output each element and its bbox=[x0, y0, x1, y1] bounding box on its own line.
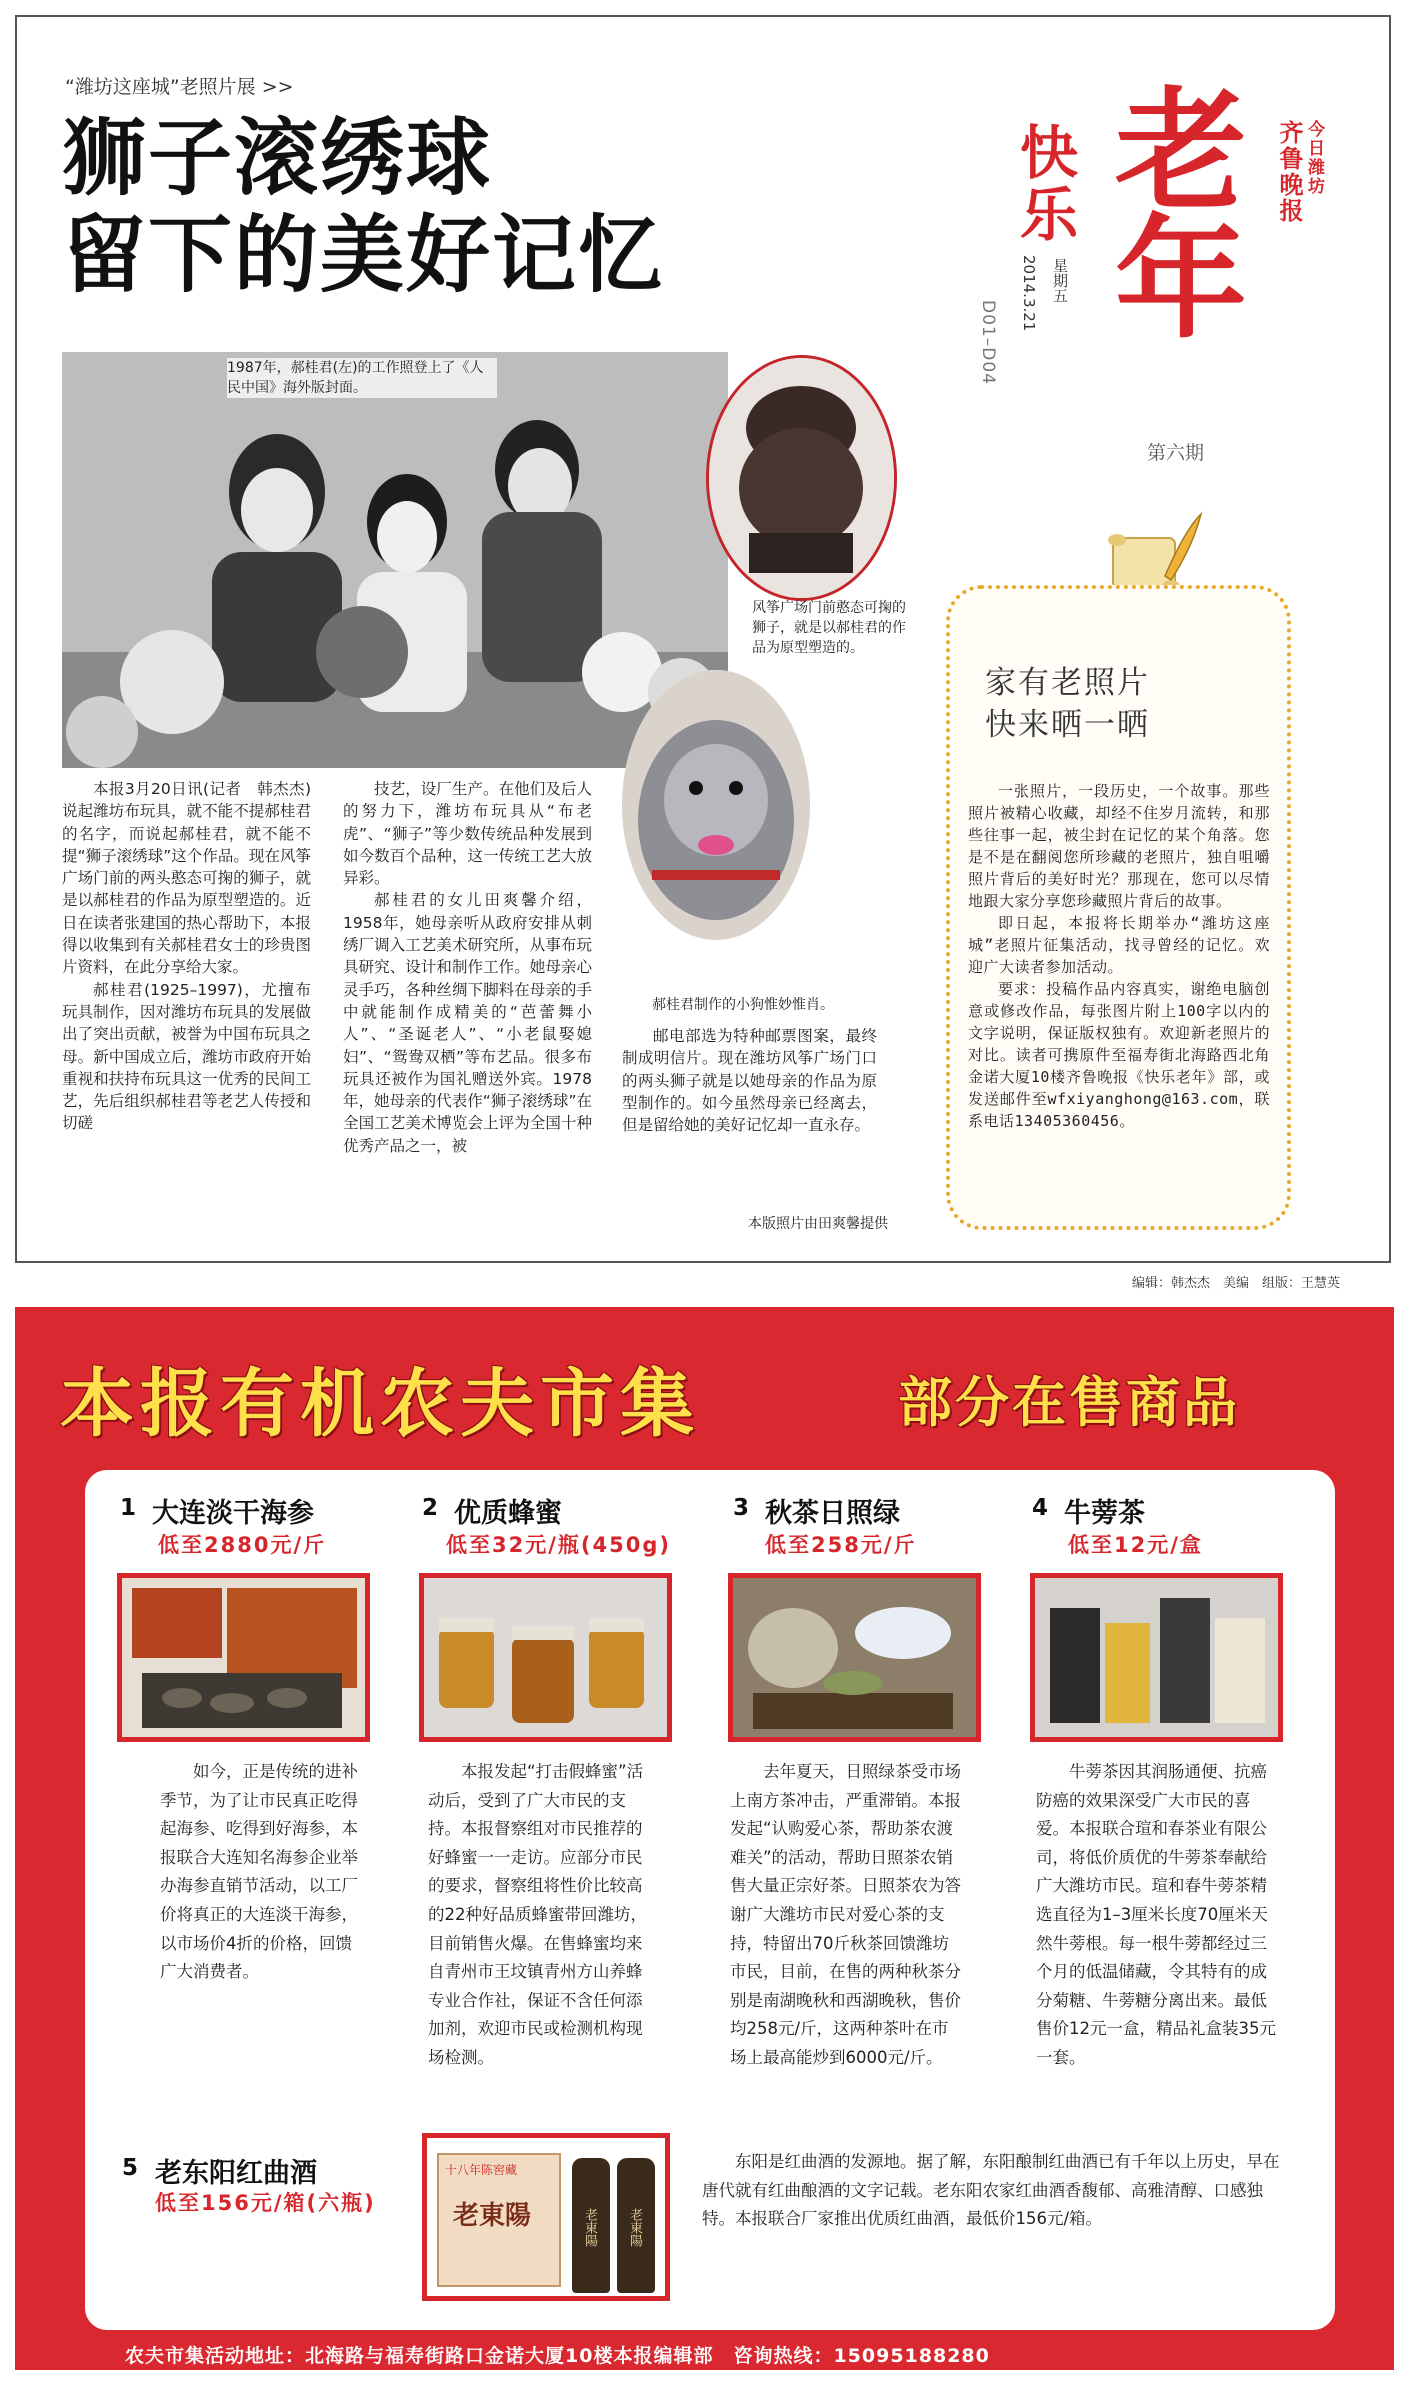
notice-paragraph: 要求：投稿作品内容真实，谢绝电脑创意或修改作品，每张图片附上100字以内的文字说明，保证版权独有。欢迎新老照片的对比。读者可携原件至福寿街北海路西北角金诺大厦10楼齐鲁晚报《快乐老年》部，或发送邮件至wfxiyanghong@163.com，联系电话13405360456。 bbox=[968, 980, 1270, 1130]
dog-toy-figure bbox=[622, 670, 810, 940]
honey-jars-figure bbox=[424, 1578, 667, 1737]
masthead-char: 年 bbox=[1115, 202, 1247, 357]
product-description bbox=[160, 1758, 360, 1987]
market-title: 本报有机农夫市集 bbox=[60, 1361, 700, 1447]
product-description bbox=[702, 2148, 1287, 2234]
product-description bbox=[1036, 1758, 1281, 2073]
wine-bottle-label: 老東陽 bbox=[627, 2208, 642, 2247]
product-description-text: 牛蒡茶因其润肠通便、抗癌防癌的效果深受广大市民的喜爱。本报联合瑄和春茶业有限公司，将低价质优的牛蒡茶奉献给广大潍坊市民。瑄和春牛蒡茶精选直径为1–3厘米长度70厘米天然牛蒡根。每一根牛蒡都经过三个月的低温储藏，令其特有的成分菊糖、牛蒡糖分离出来。最低售价12元一盒，精品礼盒装35元一套。 bbox=[1036, 1762, 1276, 2067]
masthead-char: 老 bbox=[1115, 74, 1247, 229]
article-paragraph: 邮电部选为特种邮票图案，最终制成明信片。现在潍坊风筝广场门口的两头狮子就是以她母亲的作品为原型制作的。如今虽然母亲已经离去，但是留给她的美好记忆却一直永存。 bbox=[622, 1027, 877, 1135]
article-paragraph: 本报3月20日讯(记者 韩杰杰)说起潍坊布玩具，就不能不提郝桂君的名字，而说起郝桂君，就不能不提“狮子滚绣球”这个作品。现在风筝广场门前的两头憨态可掬的狮子，就是以郝桂君的作品为原型塑造的。近日在读者张建国的热心帮助下，本报得以收集到有关郝桂君女士的珍贵图片资料，在此分享给大家。 bbox=[62, 780, 311, 977]
notice-paragraph: 即日起，本报将长期举办“潍坊这座城”老照片征集活动，找寻曾经的记忆。欢迎广大读者参加活动。 bbox=[968, 914, 1270, 976]
editors-line: 编辑：韩杰杰 美编 组版：王慧英 bbox=[1132, 1276, 1341, 1291]
masthead-title-old bbox=[1115, 74, 1247, 357]
headline bbox=[62, 110, 664, 304]
issue-date: 2014.3.21 bbox=[1020, 255, 1038, 332]
product-number: 2 bbox=[422, 1495, 439, 1521]
masthead-char: 快 bbox=[1020, 119, 1079, 187]
dog-photo-caption: 郝桂君制作的小狗惟妙惟肖。 bbox=[652, 997, 834, 1013]
page-range: D01–D04 bbox=[978, 300, 998, 385]
product-price: 低至12元/盒 bbox=[1068, 1533, 1203, 1557]
wine-gift-box bbox=[437, 2153, 561, 2287]
article-col-3 bbox=[622, 1025, 877, 1136]
article-col-1 bbox=[62, 778, 311, 1135]
work-photo-caption: 1987年，郝桂君(左)的工作照登上了《人民中国》海外版封面。 bbox=[227, 358, 497, 398]
product-image-sea-cucumber bbox=[117, 1573, 370, 1742]
product-image-burdock-tea bbox=[1030, 1573, 1283, 1742]
article-paragraph: 郝桂君的女儿田爽馨介绍，1958年，她母亲听从政府安排从刺绣厂调入工艺美术研究所，从事布玩具研究、设计和制作工作。她母亲心灵手巧，各种丝绸下脚料在母亲的手中就能制作成精美的“芭蕾舞小人”、“圣诞老人”、“小老鼠娶媳妇”、“鸳鸯双栖”等布艺品。很多布玩具还被作为国礼赠送外宾。1978年，她母亲的代表作“狮子滚绣球”在全国工艺美术博览会上评为全国十种优秀产品之一，被 bbox=[343, 891, 592, 1155]
product-description bbox=[730, 1758, 965, 2073]
dog-photo bbox=[622, 670, 810, 940]
wine-box-label: 十八年陈窖藏 bbox=[445, 2163, 518, 2177]
call-for-photos-title-line: 快来晒一晒 bbox=[985, 707, 1150, 743]
call-for-photos-title-line: 家有老照片 bbox=[985, 665, 1150, 701]
paper-name: 齐鲁晚报 bbox=[1275, 120, 1304, 224]
product-price: 低至32元/瓶(450g) bbox=[446, 1533, 671, 1557]
wine-bottle bbox=[572, 2158, 610, 2293]
wine-bottle bbox=[617, 2158, 655, 2293]
headline-line-1: 狮子滚绣球 bbox=[62, 109, 493, 207]
masthead-char: 乐 bbox=[1020, 181, 1079, 249]
product-description-text: 本报发起“打击假蜂蜜”活动后，受到了广大市民的支持。本报督察组对市民推荐的好蜂蜜一一走访。应部分市民的要求，督察组将性价比较高的22种好品质蜂蜜带回潍坊，目前销售火爆。在售蜂蜜均来自青州市王坟镇青州方山养蜂专业合作社，保证不含任何添加剂，欢迎市民或检测机构现场检测。 bbox=[428, 1762, 647, 2067]
wine-box-brand: 老東陽 bbox=[453, 2201, 532, 2231]
product-image-rice-wine bbox=[422, 2133, 670, 2301]
work-photo bbox=[62, 352, 728, 768]
product-number: 4 bbox=[1032, 1495, 1049, 1521]
market-subtitle: 部分在售商品 bbox=[898, 1371, 1240, 1434]
product-name: 老东阳红曲酒 bbox=[155, 2158, 317, 2189]
wine-bottle-label: 老東陽 bbox=[582, 2208, 597, 2247]
headline-line-2: 留下的美好记忆 bbox=[62, 206, 665, 304]
product-image-honey bbox=[419, 1573, 672, 1742]
notice-paragraph: 一张照片，一段历史，一个故事。那些照片被精心收藏，却经不住岁月流转，和那些往事一起，被尘封在记忆的某个角落。您是不是在翻阅您所珍藏的老照片，独自咀嚼照片背后的美好时光？那现在，您可以尽情地跟大家分享您珍藏照片背后的故事。 bbox=[968, 782, 1270, 910]
article-paragraph: 技艺，设厂生产。在他们及后人的努力下，潍坊布玩具从“布老虎”、“狮子”等少数传统品种发展到如今数百个品种，这一传统工艺大放异彩。 bbox=[343, 780, 592, 888]
burdock-tea-figure bbox=[1035, 1578, 1278, 1737]
product-name: 优质蜂蜜 bbox=[454, 1498, 562, 1529]
issue-number: 第六期 bbox=[1147, 442, 1205, 464]
work-photo-figures bbox=[62, 352, 728, 768]
product-description-text: 如今，正是传统的进补季节，为了让市民真正吃得起海参、吃得到好海参，本报联合大连知名海参企业举办海参直销节活动，以工厂价将真正的大连淡干海参，以市场价4折的价格，回馈广大消费者。 bbox=[160, 1762, 358, 1982]
product-description-text: 去年夏天，日照绿茶受市场上南方茶冲击，严重滞销。本报发起“认购爱心茶，帮助茶农渡难关”的活动，帮助日照茶农销售大量正宗好茶。日照茶农为答谢广大潍坊市民对爱心茶的支持，特留出70斤秋茶回馈潍坊市民，目前，在售的两种秋茶分别是南湖晚秋和西湖晚秋，售价均258元/斤，这两种茶叶在市场上最高能炒到6000元/斤。 bbox=[730, 1762, 961, 2067]
product-name: 牛蒡茶 bbox=[1064, 1498, 1145, 1529]
product-price: 低至258元/斤 bbox=[765, 1533, 917, 1557]
lion-statue-figure bbox=[709, 358, 894, 598]
tea-set-figure bbox=[733, 1578, 976, 1737]
article-paragraph: 郝桂君(1925–1997)，尤擅布玩具制作，因对潍坊布玩具的发展做出了突出贡献，被誉为中国布玩具之母。新中国成立后，潍坊市政府开始重视和扶持布玩具这一优秀的民间工艺，先后组织郝桂君等老艺人传授和切磋 bbox=[62, 980, 311, 1133]
product-image-tea bbox=[728, 1573, 981, 1742]
article-col-2 bbox=[343, 778, 592, 1157]
weekday: 星期五 bbox=[1051, 258, 1069, 303]
product-name: 大连淡干海参 bbox=[152, 1498, 314, 1529]
series-label: “潍坊这座城”老照片展 >> bbox=[65, 76, 294, 98]
product-description-text: 东阳是红曲酒的发源地。据了解，东阳酿制红曲酒已有千年以上历史，早在唐代就有红曲酿酒的文字记载。老东阳农家红曲酒香馥郁、高雅清醇、口感独特。本报联合厂家推出优质红曲酒，最低价156元/箱。 bbox=[702, 2152, 1280, 2229]
edition-name: 今日潍坊 bbox=[1304, 120, 1324, 196]
sea-cucumber-figure bbox=[122, 1578, 365, 1737]
product-number: 3 bbox=[733, 1495, 750, 1521]
photo-credit: 本版照片由田爽馨提供 bbox=[748, 1216, 888, 1232]
product-description bbox=[428, 1758, 658, 2073]
masthead-title-happy bbox=[1020, 119, 1079, 249]
call-for-photos-body bbox=[968, 780, 1270, 1132]
lion-photo-caption: 风筝广场门前憨态可掬的狮子，就是以郝桂君的作品为原型塑造的。 bbox=[752, 600, 906, 656]
product-price: 低至156元/箱(六瓶) bbox=[155, 2191, 376, 2215]
product-number: 1 bbox=[120, 1495, 137, 1521]
product-name: 秋茶日照绿 bbox=[765, 1498, 900, 1529]
market-footer-address: 农夫市集活动地址：北海路与福寿街路口金诺大厦10楼本报编辑部 咨询热线：15095188280 bbox=[125, 2345, 990, 2367]
lion-photo bbox=[706, 355, 897, 601]
product-number: 5 bbox=[122, 2155, 139, 2181]
call-for-photos-title bbox=[985, 662, 1150, 746]
product-price: 低至2880元/斤 bbox=[158, 1533, 327, 1557]
